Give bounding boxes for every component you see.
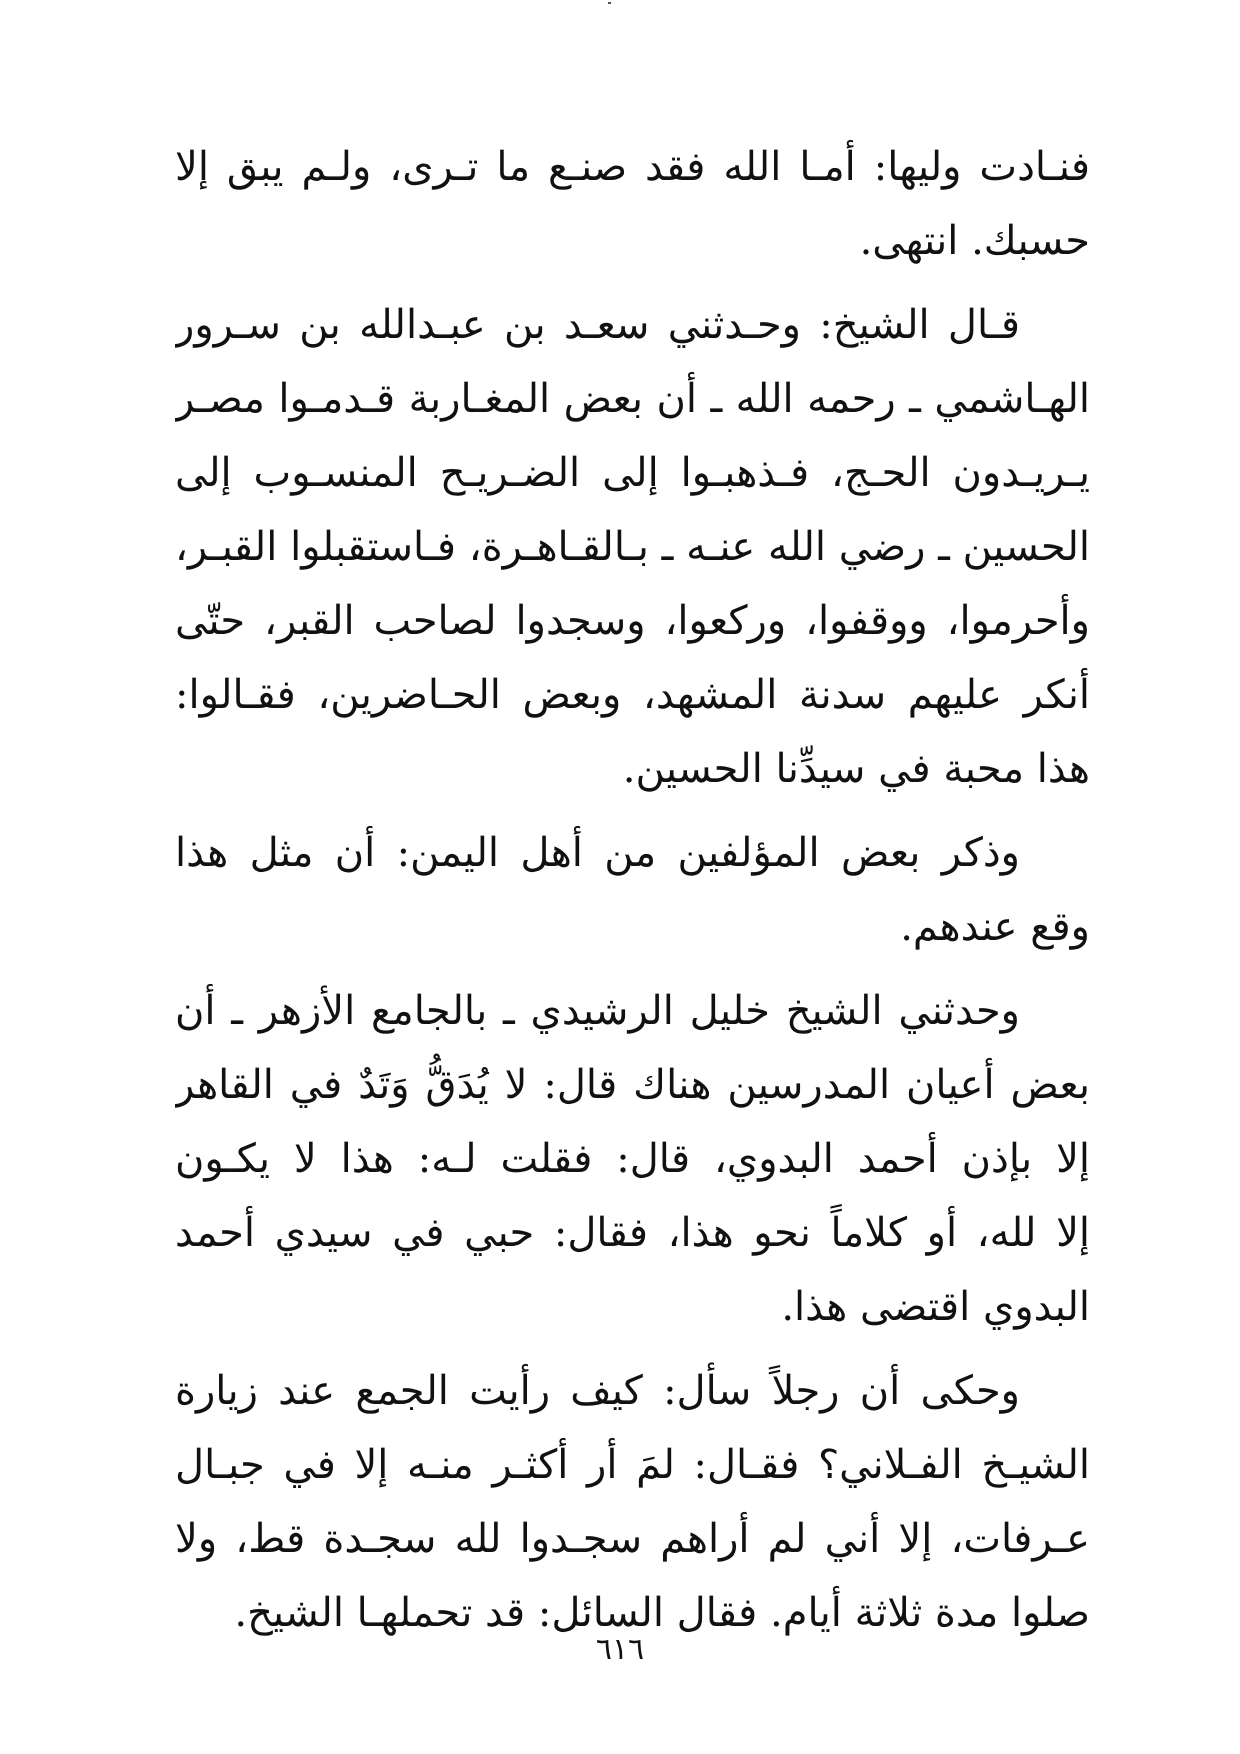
text-line: إلا لله، أو كلاماً نحو هذا، فقال: حبي في سيدي أحمد [175,1210,1090,1256]
text-line: يـريـدون الحـج، فـذهبـوا إلى الضـريـح المنسـوب إلى [175,450,1090,496]
paragraph [175,130,1090,278]
text-line: أنكر عليهم سدنة المشهد، وبعض الحـاضرين، فقـالوا: [175,672,1090,718]
text-line: صلوا مدة ثلاثة أيام. فقال السائل: قد تحملهـا الشيخ. [234,1590,1090,1636]
text-line: وحكى أن رجلاً سأل: كيف رأيت الجمع عند زيارة [175,1368,1020,1414]
text-line: وحدثني الشيخ خليل الرشيدي ـ بالجامع الأزهر ـ أن [175,988,1020,1034]
text-line: بعض أعيان المدرسين هناك قال: لا يُدَقُّ وَتَدٌ في القاهر [175,1062,1090,1108]
text-line: وذكر بعض المؤلفين من أهل اليمن: أن مثل هذا [175,830,1020,876]
text-line: إلا بإذن أحمد البدوي، قال: فقلت لـه: هذا لا يكـون [175,1136,1090,1182]
text-line: هذا محبة في سيدِّنا الحسين. [622,746,1090,792]
page-number: ٦١٦ [595,1632,645,1667]
paragraph [175,1354,1090,1650]
text-line: البدوي اقتضى هذا. [781,1284,1090,1330]
paragraph [175,974,1090,1344]
paragraph [175,816,1090,964]
scan-mark [608,2,611,4]
text-line: الحسين ـ رضي الله عنـه ـ بـالقـاهـرة، فـاستقبلوا القبـر، [175,524,1090,570]
page-body [175,130,1090,1660]
text-line: عـرفات، إلا أني لم أراهم سجـدوا لله سجـدة قط، ولا [175,1516,1090,1562]
text-line: وأحرموا، ووقفوا، وركعوا، وسجدوا لصاحب القبر، حتّى [175,598,1090,644]
text-line: فنـادت وليها: أمـا الله فقد صنـع ما تـرى، ولـم يبق إلا [175,144,1090,190]
text-line: حسبك. انتهى. [859,218,1090,264]
text-line: وقع عندهم. [900,904,1090,950]
text-line: قـال الشيخ: وحـدثني سعـد بن عبـدالله بن سـرور [175,302,1021,348]
paragraph [175,288,1090,806]
text-line: الهـاشمي ـ رحمه الله ـ أن بعض المغـاربة قـدمـوا مصـر [175,376,1090,422]
text-line: الشيـخ الفـلاني؟ فقـال: لمَ أر أكثـر منـه إلا في جبـال [175,1442,1090,1488]
